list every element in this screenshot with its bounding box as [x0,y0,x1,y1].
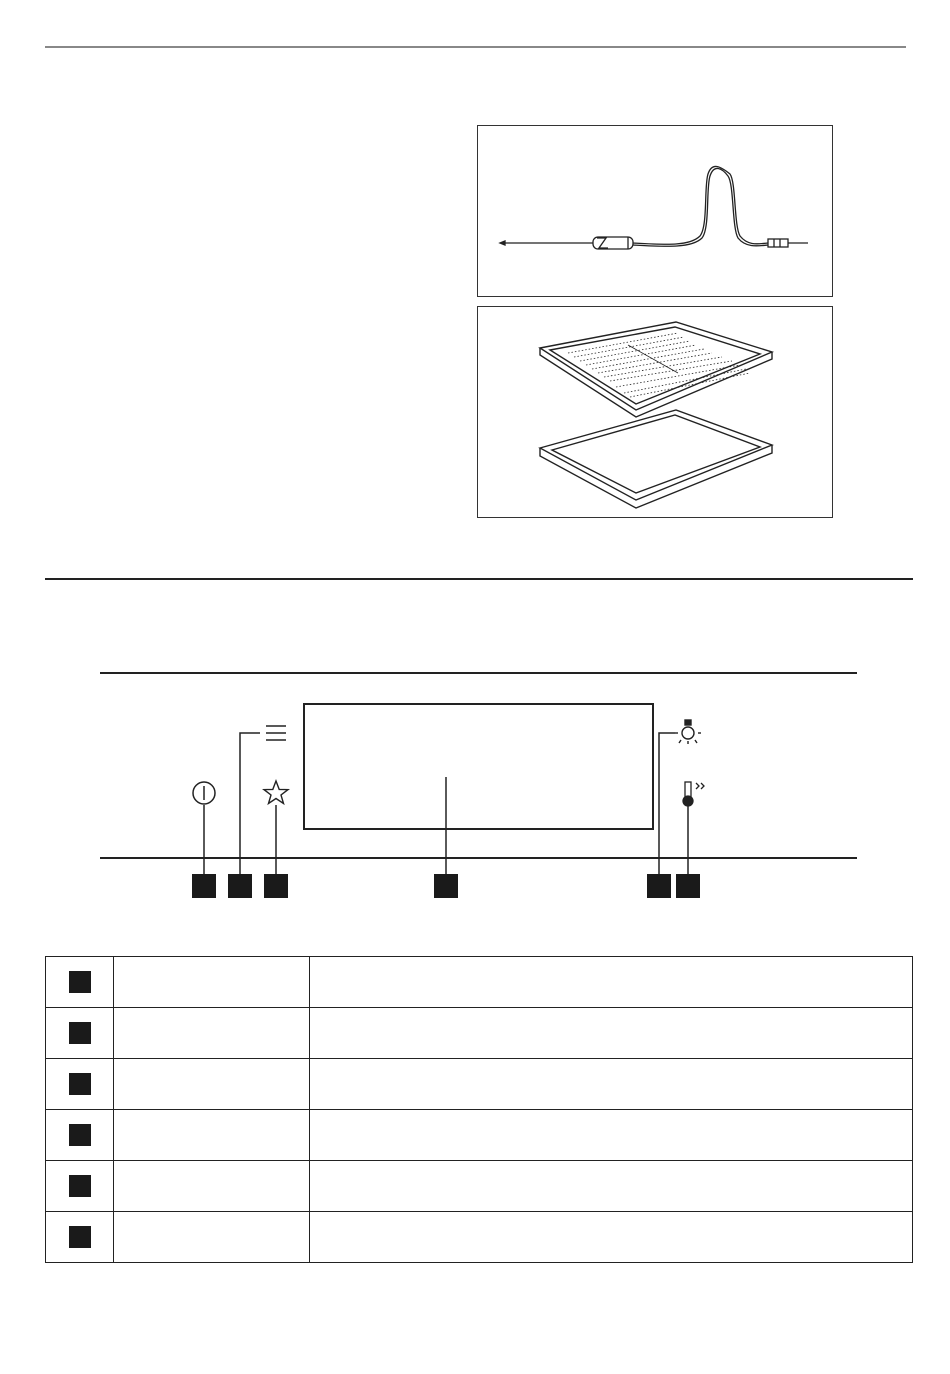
callout-badge-lamp [647,874,671,898]
row-description [310,957,913,1008]
table-row [46,1110,913,1161]
row-description [310,1212,913,1263]
callout-badge-display [434,874,458,898]
row-description [310,1059,913,1110]
menu-icon[interactable] [266,726,286,740]
row-name [114,957,310,1008]
callout-badge-fast-heat-up [676,874,700,898]
table-row [46,957,913,1008]
lamp-icon[interactable] [675,720,701,744]
table-row [46,1161,913,1212]
favourite-star-icon[interactable] [264,781,288,804]
callout-badge-power [192,874,216,898]
callout-badge-menu [228,874,252,898]
table-row [46,1008,913,1059]
section-rule [45,578,913,580]
control-panel-diagram [0,660,950,900]
meat-probe-icon [478,126,832,296]
row-name [114,1110,310,1161]
callout-badge-favourite [264,874,288,898]
row-number-badge [69,1226,91,1248]
baking-trays-figure [477,306,833,518]
row-name [114,1212,310,1263]
fast-heat-up-icon[interactable] [683,782,704,806]
display-screen-icon [305,705,652,828]
row-description [310,1008,913,1059]
baking-trays-icon [478,307,832,517]
table-row [46,1059,913,1110]
table-row [46,1212,913,1263]
row-number-badge [69,971,91,993]
row-number-badge [69,1124,91,1146]
control-panel-legend-table [45,956,913,1263]
row-name [114,1008,310,1059]
row-number-badge [69,1073,91,1095]
power-icon[interactable] [193,782,215,804]
row-description [310,1110,913,1161]
row-description [310,1161,913,1212]
row-name [114,1059,310,1110]
meat-probe-figure [477,125,833,297]
row-number-badge [69,1175,91,1197]
row-name [114,1161,310,1212]
header-rule [45,46,906,48]
row-number-badge [69,1022,91,1044]
